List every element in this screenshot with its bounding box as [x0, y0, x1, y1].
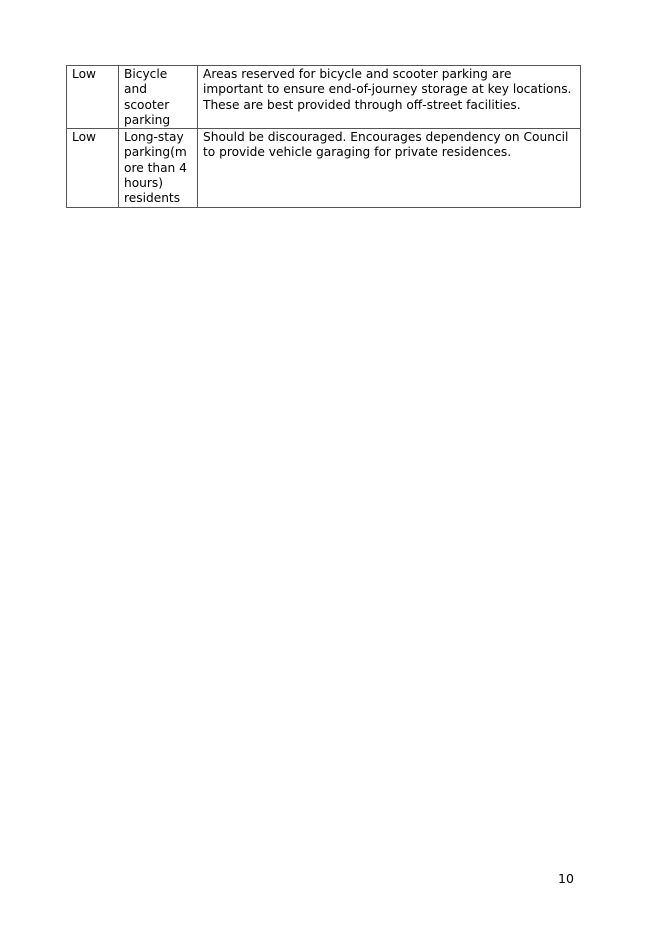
table-row	[67, 66, 581, 129]
description-cell: Areas reserved for bicycle and scooter parking are important to ensure end-of-journey storage at key locations. These are best provided through off-street facilities.	[198, 66, 581, 129]
table-row	[67, 129, 581, 207]
description-cell: Should be discouraged. Encourages dependency on Council to provide vehicle garaging for private residences.	[198, 129, 581, 207]
parking-priority-table	[66, 65, 581, 208]
page-number: 10	[558, 871, 574, 886]
parking-type-cell: Long-stay parking(more than 4 hours) residents	[119, 129, 198, 207]
parking-type-cell: Bicycle and scooter parking	[119, 66, 198, 129]
priority-cell: Low	[67, 66, 119, 129]
priority-cell: Low	[67, 129, 119, 207]
